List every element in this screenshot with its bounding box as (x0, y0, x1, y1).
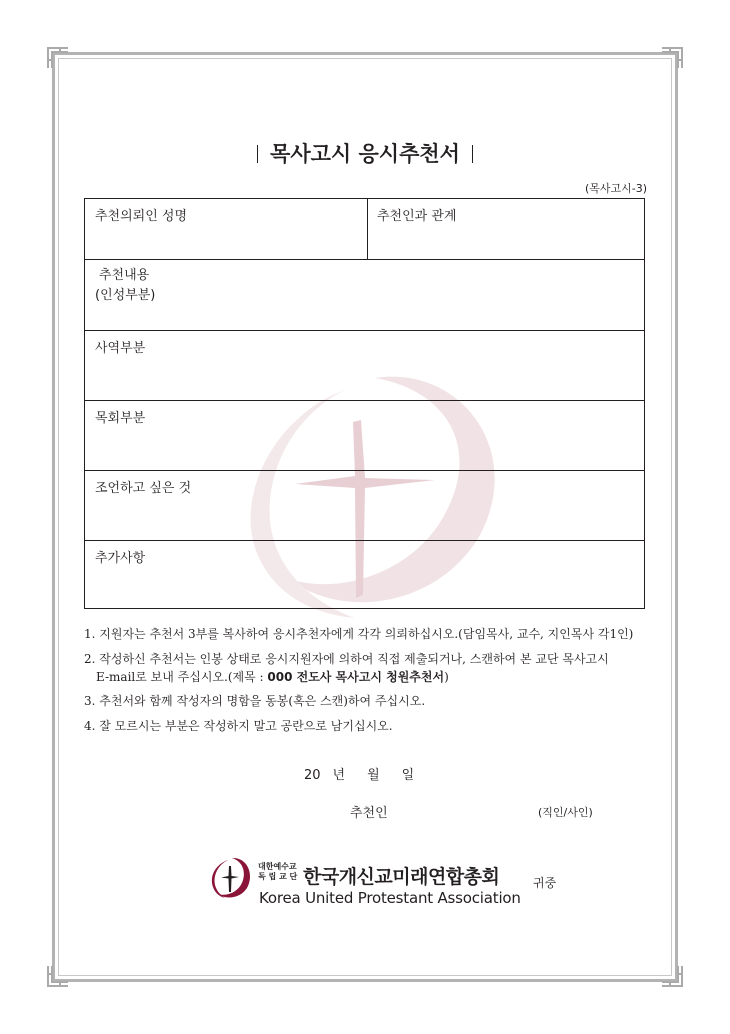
additional-label: 추가사항 (95, 551, 146, 566)
corner-ornament-bottom-right (660, 964, 684, 988)
email-subject-bold: 000 전도사 목사고시 청원추천서 (267, 670, 445, 684)
honorific-label: 귀중 (533, 876, 557, 890)
note-1: 1. 지원자는 추천서 3부를 복사하여 응시추천자에게 각각 의뢰하십시오.(담임목사, 교수, 지인목사 각1인) (84, 627, 634, 641)
referee-name-label: 추천의뢰인 성명 (95, 209, 188, 224)
form-code: (목사고시-3) (584, 182, 647, 195)
organization-name-english: Korea United Protestant Association (259, 889, 521, 907)
corner-ornament-top-right (660, 46, 684, 70)
day-label: 일 (401, 768, 415, 783)
document-title: 목사고시 응시추천서 (0, 138, 730, 168)
corner-ornament-top-left (46, 46, 70, 70)
advice-label: 조언하고 싶은 것 (95, 481, 192, 496)
row-advice (85, 471, 644, 541)
year-prefix: 20 (304, 768, 321, 783)
row-content (85, 260, 644, 331)
row-referee-relation (85, 199, 644, 260)
relation-label: 추천인과 관계 (377, 209, 457, 224)
organization-cross-logo (208, 856, 252, 900)
seal-signature-label: (직인/사인) (538, 806, 593, 819)
organization-subtitle-line2: 독 립 교 단 (258, 872, 298, 881)
corner-ornament-bottom-left (46, 964, 70, 988)
ministry-label: 사역부분 (95, 341, 146, 356)
row-ministry (85, 331, 644, 401)
recommendation-form-table (84, 198, 645, 609)
content-label-line2: (인성부분) (95, 288, 156, 303)
column-divider (367, 199, 368, 259)
note-4: 4. 잘 모르시는 부분은 작성하지 말고 공란으로 남기십시오. (84, 719, 393, 733)
row-pastoral (85, 401, 644, 471)
date-line (304, 764, 436, 783)
note-2-line2: E-mail로 보내 주십시오.(제목 : 000 전도사 목사고시 청원추천서) (96, 670, 449, 684)
pastoral-label: 목회부분 (95, 411, 146, 426)
row-additional (85, 541, 644, 608)
content-label (95, 266, 155, 306)
recommender-label: 추천인 (350, 806, 388, 821)
note-3: 3. 추천서와 함께 작성자의 명함을 동봉(혹은 스캔)하여 주십시오. (84, 694, 426, 708)
organization-subtitle (258, 862, 297, 882)
month-label: 월 (367, 768, 380, 783)
content-label-line1: 추천내용 (99, 268, 150, 283)
year-label: 년 (332, 768, 346, 783)
organization-subtitle-line1: 대한예수교 (258, 862, 297, 871)
organization-name-korean: 한국개신교미래연합총회 (303, 866, 500, 888)
note-2-line1: 2. 작성하신 추천서는 인봉 상태로 응시지원자에 의하여 직접 제출되거나, 스캔하여 본 교단 목사고시 (84, 652, 609, 666)
